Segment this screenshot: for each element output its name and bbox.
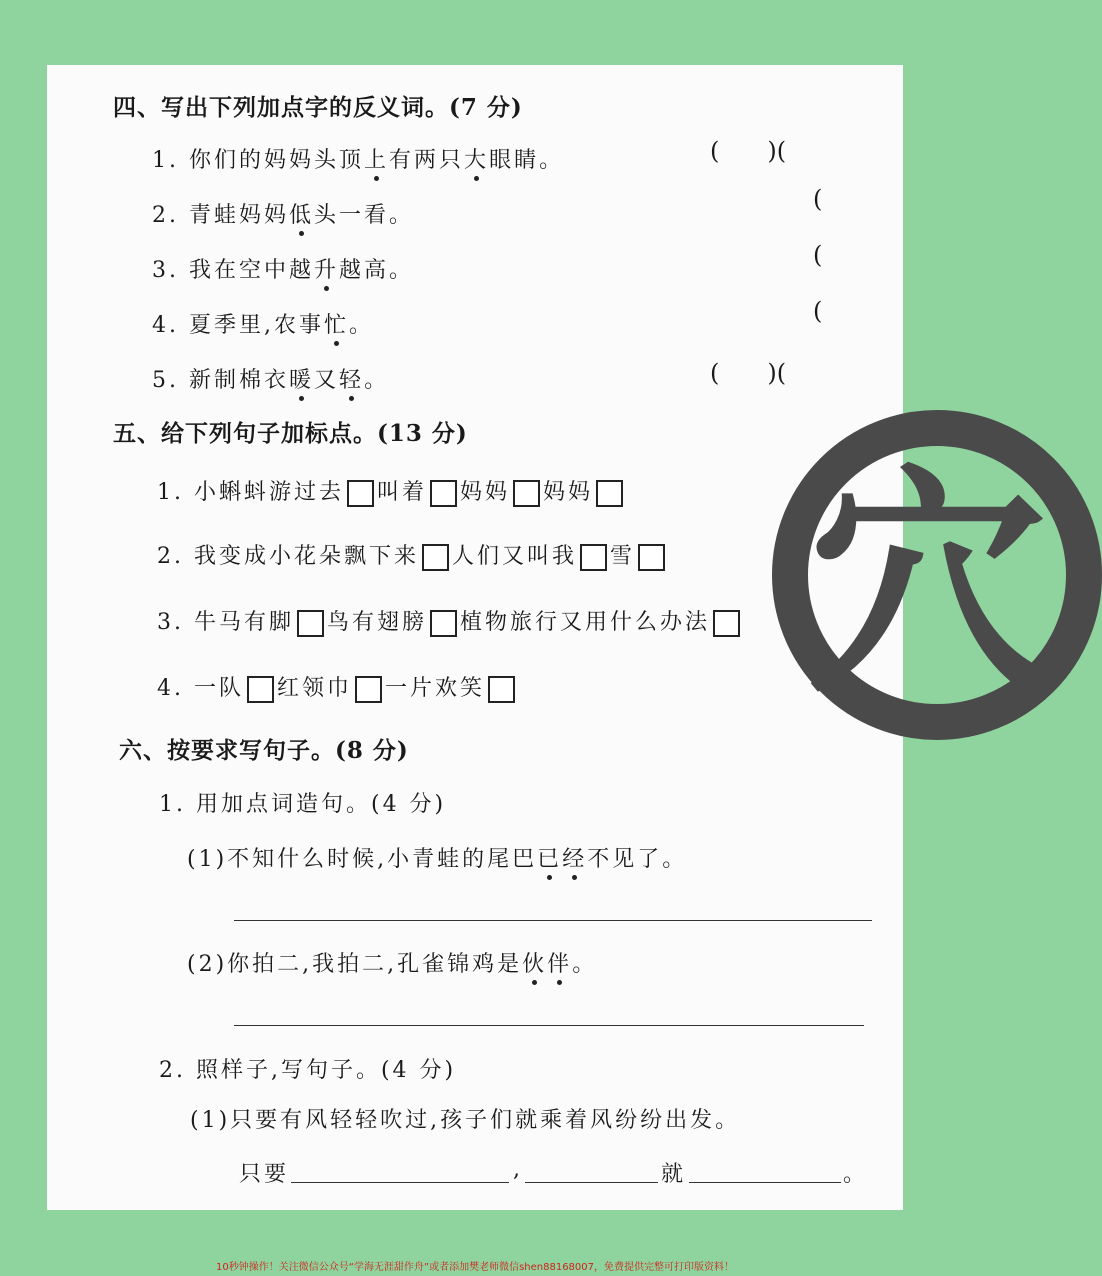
dotted-char: 伙 (522, 947, 547, 978)
punctuation-box[interactable] (430, 480, 457, 507)
s6-pattern-w1: 只要 (239, 1162, 290, 1187)
punctuation-box[interactable] (347, 480, 374, 507)
dotted-char: 暖 (289, 363, 314, 394)
seal-stamp-glyph: 穴 (807, 445, 1048, 725)
punctuation-box[interactable] (513, 480, 540, 507)
answer-line[interactable] (291, 1182, 509, 1183)
s6-pattern-w2: , (513, 1157, 523, 1182)
punctuation-box[interactable] (430, 610, 457, 637)
dotted-char: 忙 (324, 308, 349, 339)
punctuation-box[interactable] (596, 480, 623, 507)
s4-item-3: 3. 我在空中越升越高。 (152, 253, 414, 284)
dotted-char: 大 (464, 143, 489, 174)
answer-paren: ( )( (710, 359, 787, 387)
dotted-char: 低 (289, 198, 314, 229)
s5-item-4: 4. 一队 红领巾 一片欢笑 (157, 671, 518, 703)
dotted-char: 轻 (339, 363, 364, 394)
punctuation-box[interactable] (580, 544, 607, 571)
s6-pattern-w3: 就 (661, 1162, 687, 1187)
answer-line[interactable] (234, 920, 872, 921)
punctuation-box[interactable] (488, 676, 515, 703)
s5-item-2: 2. 我变成小花朵飘下来 人们又叫我 雪 (157, 539, 668, 571)
s4-item-2: 2. 青蛙妈妈低头一看。 (152, 198, 414, 229)
section6-title: 六、按要求写句子。(8 分) (119, 737, 409, 764)
punctuation-box[interactable] (297, 610, 324, 637)
answer-line[interactable] (689, 1182, 841, 1183)
s6-sub1: 1. 用加点词造句。(4 分) (159, 792, 447, 817)
punctuation-box[interactable] (355, 676, 382, 703)
dotted-char: 上 (364, 143, 389, 174)
answer-paren: ( (813, 241, 823, 269)
s6-sentence-1: (1)不知什么时候,小青蛙的尾巴已经不见了。 (187, 842, 687, 873)
section4-title: 四、写出下列加点字的反义词。(7 分) (113, 94, 523, 121)
dotted-char: 已 (537, 842, 562, 873)
s4-item-5: 5. 新制棉衣暖又轻。 (152, 363, 389, 394)
s4-item-4: 4. 夏季里,农事忙。 (152, 308, 374, 339)
answer-line[interactable] (525, 1182, 658, 1183)
punctuation-box[interactable] (638, 544, 665, 571)
s4-item-1: 1. 你们的妈妈头顶上有两只大眼睛。 (152, 143, 564, 174)
s5-item-3: 3. 牛马有脚 鸟有翅膀 植物旅行又用什么办法 (157, 605, 743, 637)
punctuation-box[interactable] (247, 676, 274, 703)
s6-example: (1)只要有风轻轻吹过,孩子们就乘着风纷纷出发。 (190, 1108, 741, 1133)
worksheet-page (47, 65, 1048, 1210)
answer-paren: ( )( (710, 137, 787, 165)
answer-paren: ( (813, 185, 823, 213)
s5-item-1: 1. 小蝌蚪游过去 叫着 妈妈 妈妈 (157, 475, 626, 507)
punctuation-box[interactable] (422, 544, 449, 571)
s6-sentence-2: (2)你拍二,我拍二,孔雀锦鸡是伙伴。 (187, 947, 597, 978)
dotted-char: 升 (314, 253, 339, 284)
footer-notice: 10秒钟操作！关注微信公众号“学海无涯甜作舟”或者添加樊老师微信shen88168007，免费提供完整可打印版资料！ (215, 1262, 735, 1273)
dotted-char: 伴 (547, 947, 572, 978)
dotted-char: 经 (562, 842, 587, 873)
punctuation-box[interactable] (713, 610, 740, 637)
section5-title: 五、给下列句子加标点。(13 分) (113, 420, 468, 447)
s6-pattern-w4: 。 (843, 1162, 869, 1187)
answer-line[interactable] (234, 1025, 864, 1026)
answer-paren: ( (813, 297, 823, 325)
s6-sub2: 2. 照样子,写句子。(4 分) (159, 1058, 457, 1083)
